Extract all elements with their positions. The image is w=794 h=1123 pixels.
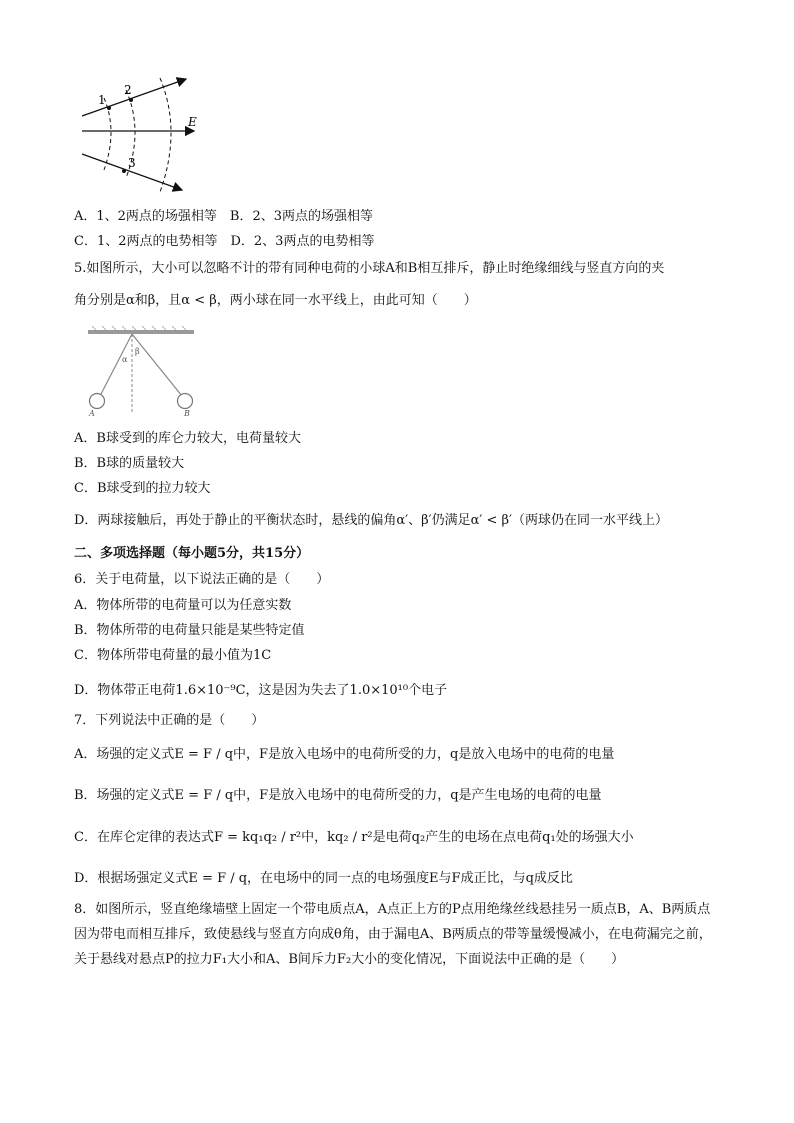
ball-b	[178, 394, 193, 409]
q7-stem: 7．下列说法中正确的是（ ）	[74, 713, 265, 728]
ball-a-label: A	[89, 409, 95, 418]
q4-option-cd: C．1、2两点的电势相等 D．2、3两点的电势相等	[74, 234, 375, 249]
q5-option-a: A．B球受到的库仑力较大，电荷量较大	[74, 431, 301, 446]
ball-a	[90, 394, 105, 409]
q5-option-b: B．B球的质量较大	[74, 456, 185, 471]
q4-option-ab: A．1、2两点的场强相等 B．2、3两点的场强相等	[74, 209, 374, 224]
q6-option-b: B．物体所带的电荷量只能是某些特定值	[74, 623, 305, 638]
thread-a	[100, 334, 132, 396]
q7-option-b: B．场强的定义式E = F / q中，F是放入电场中的电荷所受的力，q是产生电场的电荷的电量	[74, 788, 602, 803]
q5-stem-line1: 5.如图所示，大小可以忽略不计的带有同种电荷的小球A和B相互排斥，静止时绝缘细线与竖直方向的夹	[74, 261, 665, 276]
point-3-dot	[122, 169, 126, 173]
q5-option-c: C．B球受到的拉力较大	[74, 481, 211, 496]
ceiling	[88, 330, 194, 334]
q7-option-a: A．场强的定义式E = F / q中，F是放入电场中的电荷所受的力，q是放入电场中的电荷的电量	[74, 747, 615, 762]
q7-option-c: C．在库仑定律的表达式F = kq₁q₂ / r²中，kq₂ / r²是电荷q₂产生的电场在点电荷q₁处的场强大小	[74, 830, 634, 845]
q6-option-d: D．物体带正电荷1.6×10⁻⁹C，这是因为失去了1.0×10¹⁰个电子	[74, 683, 448, 698]
equipotential-arc-3	[160, 78, 171, 192]
point-2-dot	[129, 98, 133, 102]
q6-stem: 6．关于电荷量，以下说法正确的是（ ）	[74, 572, 330, 587]
q7-option-d: D．根据场强定义式E = F / q，在电场中的同一点的电场强度E与F成正比，与q成反比	[74, 871, 573, 886]
q5-option-d: D．两球接触后，再处于静止的平衡状态时，悬线的偏角α′、β′仍满足α′ < β′（两球仍在同一水平线上）	[74, 513, 668, 528]
ball-b-label: B	[184, 409, 190, 418]
angle-alpha-label: α	[122, 355, 128, 364]
section2-title: 二、多项选择题（每小题5分，共15分）	[74, 546, 310, 561]
field-lines-figure	[76, 74, 212, 198]
point-3-label: 3	[128, 156, 136, 170]
point-2-label: 2	[124, 83, 132, 97]
hanging-balls-figure	[84, 326, 200, 418]
angle-beta-label: β	[135, 347, 140, 356]
q5-stem-line2: 角分别是α和β，且α < β，两小球在同一水平线上，由此可知（ ）	[74, 293, 477, 308]
point-1-dot	[107, 106, 111, 110]
thread-b	[132, 334, 182, 396]
q6-option-a: A．物体所带的电荷量可以为任意实数	[74, 598, 292, 613]
field-e-label: E	[188, 115, 197, 129]
point-1-label: 1	[98, 93, 106, 107]
q6-option-c: C．物体所带电荷量的最小值为1C	[74, 648, 272, 663]
q8-stem: 8．如图所示，竖直绝缘墙壁上固定一个带电质点A，A点正上方的P点用绝缘丝线悬挂另一质点B，A、B两质点因为带电而相互排斥，致使悬线与竖直方向成θ角，由于漏电A、B两质点的带等量缓慢减小，在电荷漏完之前，关于悬线对悬点P的拉力F₁大小和A、B间斥力F₂大小的变化情况，下面说法中正确的是（ ）	[74, 902, 712, 967]
